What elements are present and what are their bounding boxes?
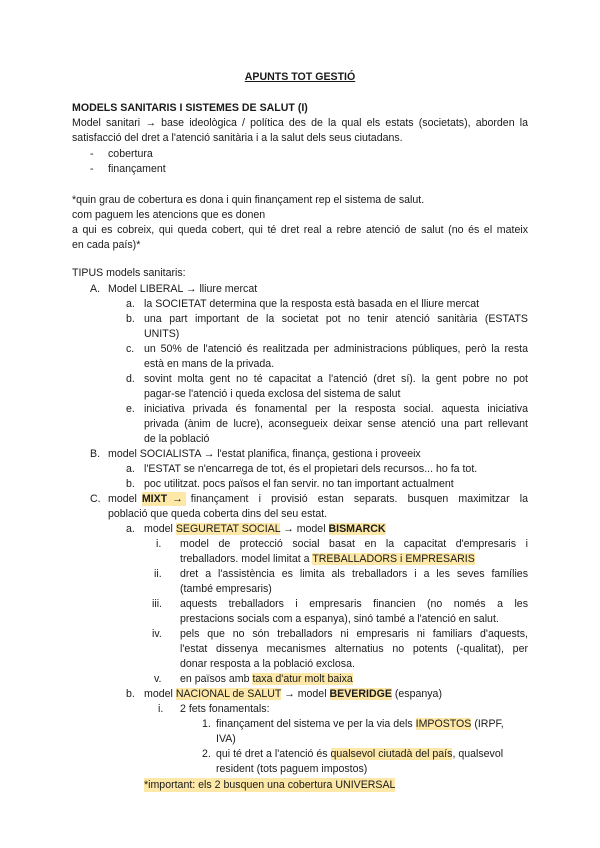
bismarck-highlight: BISMARCK (328, 523, 386, 535)
qualsevol-ciutada-highlight: qualsevol ciutadà del país (330, 748, 453, 760)
fet-1-line-1 (216, 717, 504, 731)
model-mixt-line (108, 492, 528, 506)
note-line-1: *quin grau de cobertura es dona i quin finançament rep el sistema de salut. (72, 194, 425, 206)
socialista-b: poc utilitzat. pocs països el fan servir. no tan important actualment (144, 478, 454, 490)
liberal-b-2: UNITS) (144, 328, 180, 340)
roman-marker: iii. (152, 598, 163, 610)
bismarck-ii-2: (també empresaris) (180, 583, 272, 595)
roman-marker: v. (154, 673, 162, 685)
liberal-e-2: privada (ànim de lucre), aconsegueix deixar sense atenció una part rellevant (144, 418, 528, 430)
socialista-a: l'ESTAT se n'encarrega de tot, és el propietari dels recursos... ho fa tot. (144, 463, 478, 475)
bismarck-iv-2: l'estat dissenya mecanismes alternatius no potents (-qualitat), per (180, 643, 528, 655)
bismarck-i-2-text: treballadors. model limitat a (180, 553, 310, 565)
roman-marker: i. (158, 703, 164, 715)
beveridge-highlight: BEVERIDGE (329, 688, 392, 700)
sub-marker: a. (126, 523, 135, 535)
impostos-highlight: IMPOSTOS (415, 718, 472, 730)
intro-line-2: satisfacció del dret a l'atenció sanitària i a la salut dels seus ciutadans. (72, 132, 403, 144)
model-word: model (144, 688, 173, 700)
taxa-atur-highlight: taxa d'atur molt baixa (252, 673, 353, 685)
note-line-4: en cada país)* (72, 239, 141, 251)
tipus-heading: TIPUS models sanitaris: (72, 267, 186, 279)
mixt-rest: finançament i provisió estan separats. busquen maximitzar la (190, 493, 528, 505)
number-marker: 2. (202, 748, 211, 760)
intro-line-1: Model sanitari → base ideològica / política des de la qual els estats (societats), aborden la (72, 117, 528, 129)
number-marker: 1. (202, 718, 211, 730)
fet-2-line-2: resident (tots paguem impostos) (216, 763, 368, 775)
liberal-c-1: un 50% de l'atenció és realitzada per administracions públiques, però la resta (144, 343, 528, 355)
sub-marker: a. (126, 298, 135, 310)
bismarck-iii-1: aquests treballadors i empresaris financien (no només a les (180, 598, 528, 610)
bismarck-iii-2: prestacions socials com a espanya), sinó també a l'atenció en salut. (180, 613, 499, 625)
treballadors-highlight: TREBALLADORS i EMPRESARIS (312, 553, 475, 565)
bullet-dash: - (90, 148, 94, 160)
item-marker-C: C. (90, 493, 101, 505)
bullet-cobertura: cobertura (108, 148, 153, 160)
nacional-salut-highlight: NACIONAL de SALUT (175, 688, 282, 700)
bismarck-ii-1: dret a l'assistència es limita als treballadors i a les seves famílies (180, 568, 528, 580)
fet-2-text: qui té dret a l'atenció és (216, 748, 328, 760)
fet-1-text: finançament del sistema ve per la via dels (216, 718, 413, 730)
irpf-text: (IRPF, (474, 718, 504, 730)
model-word: model (144, 523, 173, 535)
fets-fonamentals: 2 fets fonamentals: (180, 703, 270, 715)
bismarck-v-text: en països amb (180, 673, 250, 685)
note-line-2: com paguem les atencions que es donen (72, 209, 266, 221)
liberal-e-1: iniciativa privada és fonamental per la resposta social. aquesta iniciativa (144, 403, 528, 415)
bismarck-iv-3: donar resposta a la població exclosa. (180, 658, 355, 670)
sub-marker: a. (126, 463, 135, 475)
sub-marker: b. (126, 478, 135, 490)
page-title: APUNTS TOT GESTIÓ (244, 71, 356, 83)
roman-marker: iv. (152, 628, 162, 640)
arrow-model: → model (284, 688, 327, 700)
bullet-financament: finançament (108, 163, 166, 175)
liberal-d-2: pagar-se l'atenció i queda exclosa del sistema de salut (144, 388, 401, 400)
mixt-line-2: població que queda coberta dins del seu estat. (108, 508, 328, 520)
liberal-a: la SOCIETAT determina que la resposta està basada en el lliure mercat (144, 298, 480, 310)
seguretat-social-highlight: SEGURETAT SOCIAL (175, 523, 281, 535)
mixt-arrow: → (172, 493, 183, 505)
seguretat-social-line (144, 522, 386, 536)
sub-marker: c. (126, 343, 135, 355)
roman-marker: i. (156, 538, 162, 550)
bismarck-iv-1: pels que no són treballadors ni empresaris ni familiars d'aquests, (180, 628, 528, 640)
bismarck-v (180, 672, 353, 686)
item-marker-B: B. (90, 448, 101, 460)
bismarck-i-2 (180, 552, 475, 566)
item-marker-A: A. (90, 283, 101, 295)
liberal-c-2: està en mans de la privada. (144, 358, 275, 370)
espanya-note: (espanya) (394, 688, 442, 700)
mixt-highlight: MIXT (141, 493, 168, 505)
bullet-dash: - (90, 163, 94, 175)
arrow-model: → model (283, 523, 326, 535)
section-heading: MODELS SANITARIS I SISTEMES DE SALUT (I) (72, 102, 308, 114)
sub-marker: b. (126, 313, 135, 325)
model-liberal: Model LIBERAL → lliure mercat (108, 283, 258, 295)
liberal-e-3: de la població (144, 433, 210, 445)
model-socialista: model SOCIALISTA → l'estat planifica, finança, gestiona i proveeix (108, 448, 421, 460)
nacional-salut-line (144, 687, 442, 701)
sub-marker: e. (126, 403, 135, 415)
liberal-b-1: una part important de la societat pot no tenir atenció sanitària (ESTATS (144, 313, 528, 325)
note-line-3: a qui es cobreix, qui queda cobert, qui té dret real a rebre atenció de salut (no és el mateix (72, 224, 528, 236)
liberal-d-1: sovint molta gent no té capacitat a l'atenció (dret sí). la gent pobre no pot (144, 373, 528, 385)
sub-marker: d. (126, 373, 135, 385)
mixt-pre: model (108, 493, 137, 505)
bismarck-i-1: model de protecció social basat en la capacitat d'empresaris i (180, 538, 528, 550)
sub-marker: b. (126, 688, 135, 700)
roman-marker: ii. (154, 568, 162, 580)
important-note: *important: els 2 busquen una cobertura UNIVERSAL (144, 779, 396, 791)
fet-2-post: , qualsevol (452, 748, 504, 760)
fet-2-line-1 (216, 747, 503, 761)
fet-1-line-2: IVA) (216, 733, 236, 745)
